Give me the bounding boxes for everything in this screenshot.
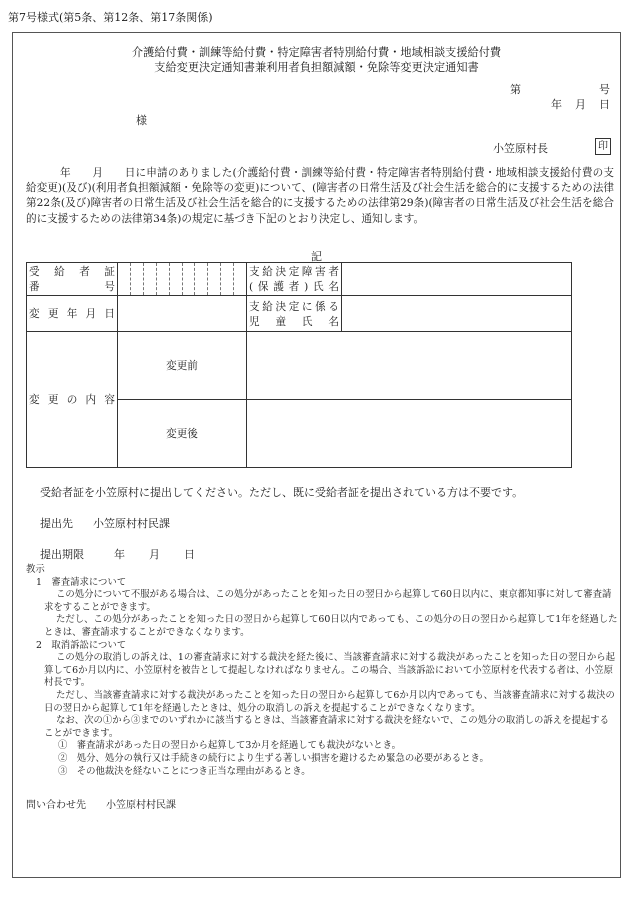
document-title-line2: 支給変更決定通知書兼利用者負担額減額・免除等変更決定通知書 [154,61,479,74]
deadline-day: 日 [184,548,195,561]
issue-gou: 号 [599,83,610,96]
change-content-label: 変更の内容 [27,332,118,468]
lawsuit-para-3: なお、次の①から③までのいずれかに該当するときは、当該審査請求に対する裁決を経ないで、この処分の取消しの訴えを提起することができます。 [44,715,609,739]
mayor-name: 小笠原村長 [493,142,548,155]
review-heading: 1 審査請求について [36,576,127,588]
after-field[interactable] [247,400,572,468]
after-label: 変更後 [118,400,247,468]
issue-day: 日 [599,98,610,111]
change-date-label: 変更年月日 [27,296,118,332]
destination-value: 小笠原村村民課 [93,517,170,530]
child-name-field[interactable] [342,296,572,332]
inquiry-contact [26,796,176,811]
deadline-year: 年 [114,548,125,561]
decision-table [26,262,572,468]
inquiry-label: 問い合わせ先 [26,800,86,811]
document-title-line1: 介護給付費・訓練等給付費・特定障害者特別給付費・地域相談支援給付費 [131,46,502,59]
ki-heading: 記 [311,250,322,263]
submission-deadline [40,546,195,562]
issue-year: 年 [551,98,562,111]
deadline-month: 月 [149,548,160,561]
deadline-label: 提出期限 [40,548,84,561]
before-field[interactable] [247,332,572,400]
before-label: 変更前 [118,332,247,400]
lawsuit-para-2: ただし、当該審査請求に対する裁決があったことを知った日の翌日から起算して6か月以内であっても、当該審査請求に対する裁決の日の翌日から起算して1年を経過したときは、処分の取消しの訴えを提起することができなくなります。 [44,689,615,714]
recipient-number-label: 受 給 者 証 番 号 [27,263,118,296]
destination-label: 提出先 [40,517,73,530]
exception-item-1: ① 審査請求があった日の翌日から起算して3か月を経過しても裁決がないとき。 [58,740,401,752]
body-paragraph: 年 月 日に申請のありました(介護給付費・訓練等給付費・特定障害者特別給付費・地域相談支援給付費の支給変更)(及び)(利用者負担額減額・免除等の変更)について、(障害者の日常生活及び社会生活を総合的に支援するための法律第22条(及び)障害者の日常生活及び社会生活を総合的に支援するための法律第29条)(障害者の日常生活及び社会生活を総合的に支援するための法律第34条)の規定に基づき下記のとおり決定し、通知します。 [26,167,614,225]
exception-item-2: ② 処分、処分の執行又は手続きの続行により生ずる著しい損害を避けるため緊急の必要があるとき。 [58,752,489,764]
lawsuit-heading: 2 取消訴訟について [36,639,127,651]
form-number: 第7号様式(第5条、第12条、第17条関係) [8,11,213,24]
issue-number-block [510,82,610,112]
addressee-suffix: 様 [136,114,147,127]
inquiry-value: 小笠原村村民課 [106,800,176,811]
guardian-name-field[interactable] [342,263,572,296]
recipient-number-field[interactable] [118,263,247,296]
review-para-2: ただし、この処分があったことを知った日の翌日から起算して60日以内であっても、この処分の日の翌日から起算して1年を経過したときは、審査請求することができなくなります。 [44,614,618,638]
instructions-section [26,564,618,778]
seal-stamp: 印 [595,138,611,155]
child-name-label: 支給決定に係る 児童氏名 [247,296,342,332]
submission-notice: 受給者証を小笠原村に提出してください。ただし、既に受給者証を提出されている方は不要です。 [40,486,524,499]
exception-item-3: ③ その他裁決を経ないことにつき正当な理由があるとき。 [58,765,311,777]
issue-month: 月 [575,98,586,111]
review-para-1: この処分について不服がある場合は、この処分があったことを知った日の翌日から起算して60日以内に、東京都知事に対して審査請求をすることができます。 [44,589,612,613]
submission-destination [40,515,170,531]
change-date-field[interactable] [118,296,247,332]
issue-dai: 第 [510,83,521,96]
lawsuit-para-1: この処分の取消しの訴えは、1の審査請求に対する裁決を経た後に、当該審査請求に対する裁決があったことを知った日の翌日から起算して6か月以内に、小笠原村を被告として提起しなければなりません。この場合、当該訴訟において小笠原村を代表する者は、小笠原村長です。 [44,652,616,689]
instructions-heading: 教示 [26,564,45,575]
guardian-name-label: 支給決定障害者 (保護者)氏名 [247,263,342,296]
